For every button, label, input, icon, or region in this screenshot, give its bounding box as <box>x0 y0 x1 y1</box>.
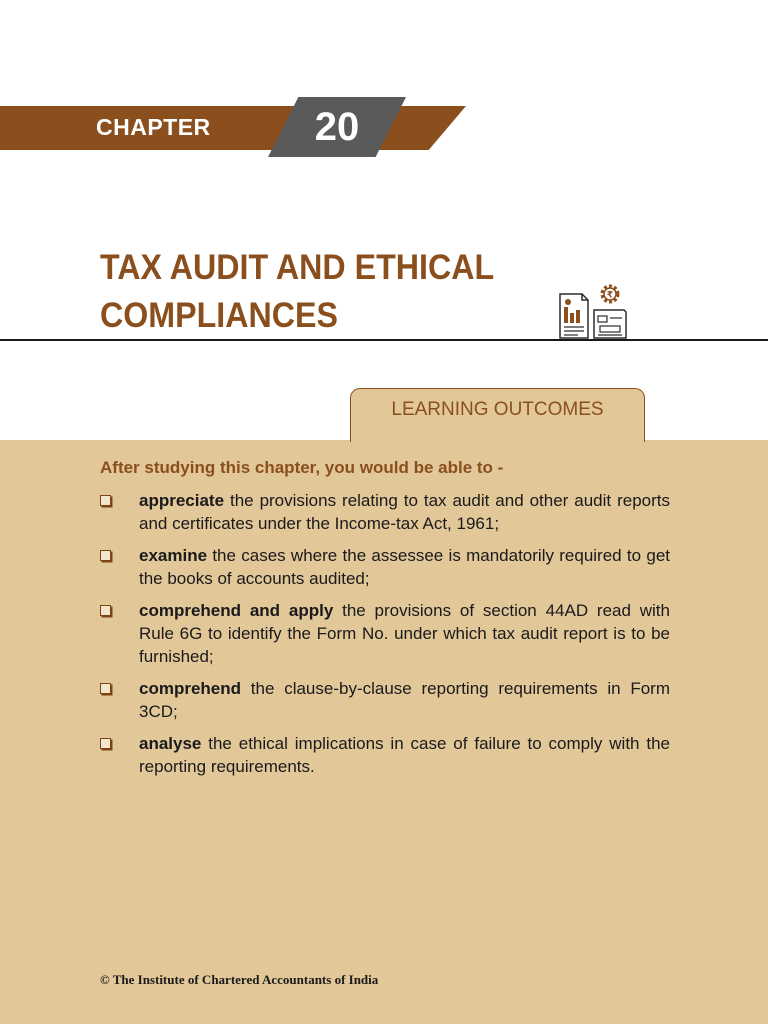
chapter-title-line-1: TAX AUDIT AND ETHICAL <box>100 248 495 287</box>
outcome-term: analyse <box>139 734 202 753</box>
chapter-label: CHAPTER <box>96 114 211 140</box>
learning-outcomes-list <box>100 489 670 787</box>
svg-text:₹: ₹ <box>606 290 614 301</box>
copyright-footer: © The Institute of Chartered Accountants of India <box>100 972 379 987</box>
outcome-text: the clause-by-clause reporting requirements in Form 3CD; <box>139 679 670 721</box>
outcome-text: the provisions relating to tax audit and other audit reports and certificates under the Income-tax Act, 1961; <box>139 491 670 533</box>
checkbox-bullet-icon <box>100 495 111 506</box>
outcome-item <box>100 732 670 778</box>
chapter-title-line-2: COMPLIANCES <box>100 296 338 335</box>
learning-outcomes-heading: LEARNING OUTCOMES <box>391 399 604 420</box>
learning-outcomes-intro: After studying this chapter, you would be able to - <box>100 458 504 477</box>
outcome-text: the cases where the assessee is mandatorily required to get the books of accounts audited; <box>139 546 670 588</box>
title-rule <box>0 339 768 341</box>
outcome-term: examine <box>139 546 208 565</box>
checkbox-bullet-icon <box>100 683 111 694</box>
outcome-item <box>100 677 670 723</box>
outcome-text: the provisions of section 44AD read with Rule 6G to identify the Form No. under which tax audit report is to be furnished; <box>139 601 670 666</box>
chapter-title <box>100 244 514 340</box>
checkbox-bullet-icon <box>100 738 111 749</box>
outcome-term: comprehend and apply <box>139 601 334 620</box>
outcome-item <box>100 544 670 590</box>
chapter-number: 20 <box>314 104 360 149</box>
checkbox-bullet-icon <box>100 605 111 616</box>
outcome-item <box>100 599 670 668</box>
outcome-text: the ethical implications in case of failure to comply with the reporting requirements. <box>139 734 670 776</box>
outcome-term: appreciate <box>139 491 225 510</box>
report-chart-gear-icon <box>556 280 630 340</box>
outcome-item <box>100 489 670 535</box>
outcome-term: comprehend <box>139 679 242 698</box>
checkbox-bullet-icon <box>100 550 111 561</box>
